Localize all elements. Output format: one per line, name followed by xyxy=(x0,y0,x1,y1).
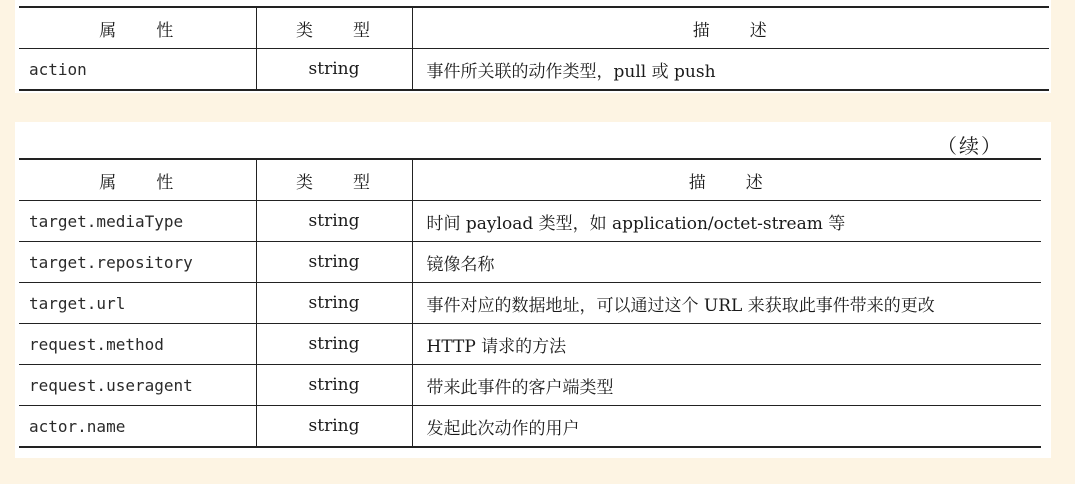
continued-label: （续） xyxy=(937,134,1003,158)
cell-desc: 带来此事件的客户端类型 xyxy=(412,365,1041,406)
header-type: 类 型 xyxy=(256,159,412,201)
table-row xyxy=(19,406,1041,448)
header-attr: 属 性 xyxy=(19,7,256,49)
cell-attr: target.url xyxy=(19,283,256,324)
cell-desc: HTTP 请求的方法 xyxy=(412,324,1041,365)
cell-desc: 发起此次动作的用户 xyxy=(412,406,1041,448)
cell-type: string xyxy=(256,406,412,448)
cell-desc: 事件所关联的动作类型，pull 或 push xyxy=(412,49,1049,91)
header-attr: 属 性 xyxy=(19,159,256,201)
cell-type: string xyxy=(256,324,412,365)
table-row xyxy=(19,324,1041,365)
cell-type: string xyxy=(256,283,412,324)
header-desc: 描 述 xyxy=(412,7,1049,49)
cell-attr: target.repository xyxy=(19,242,256,283)
cell-attr: action xyxy=(29,59,87,79)
header-type: 类 型 xyxy=(256,7,412,49)
table-row xyxy=(19,283,1041,324)
attribute-table-top xyxy=(19,6,1049,91)
cell-attr: target.mediaType xyxy=(29,211,184,231)
attribute-table-bottom xyxy=(19,158,1041,448)
table-row xyxy=(19,201,1041,242)
table-header-row xyxy=(19,159,1041,201)
cell-attr: request.method xyxy=(19,324,256,365)
cell-attr: actor.name xyxy=(19,406,256,448)
table-panel-bottom xyxy=(15,122,1051,458)
cell-attr: request.useragent xyxy=(19,365,256,406)
header-desc: 描 述 xyxy=(412,159,1041,201)
table-header-row xyxy=(19,7,1049,49)
cell-type: string xyxy=(256,201,412,242)
table-panel-top xyxy=(15,0,1051,93)
cell-desc: 事件对应的数据地址，可以通过这个 URL 来获取此事件带来的更改 xyxy=(412,283,1041,324)
table-row xyxy=(19,49,1049,91)
cell-type: string xyxy=(256,49,412,91)
cell-desc: 时间 payload 类型，如 application/octet-stream 等 xyxy=(412,201,1041,242)
cell-type: string xyxy=(256,242,412,283)
table-row xyxy=(19,365,1041,406)
table-row xyxy=(19,242,1041,283)
cell-desc: 镜像名称 xyxy=(412,242,1041,283)
cell-type: string xyxy=(256,365,412,406)
